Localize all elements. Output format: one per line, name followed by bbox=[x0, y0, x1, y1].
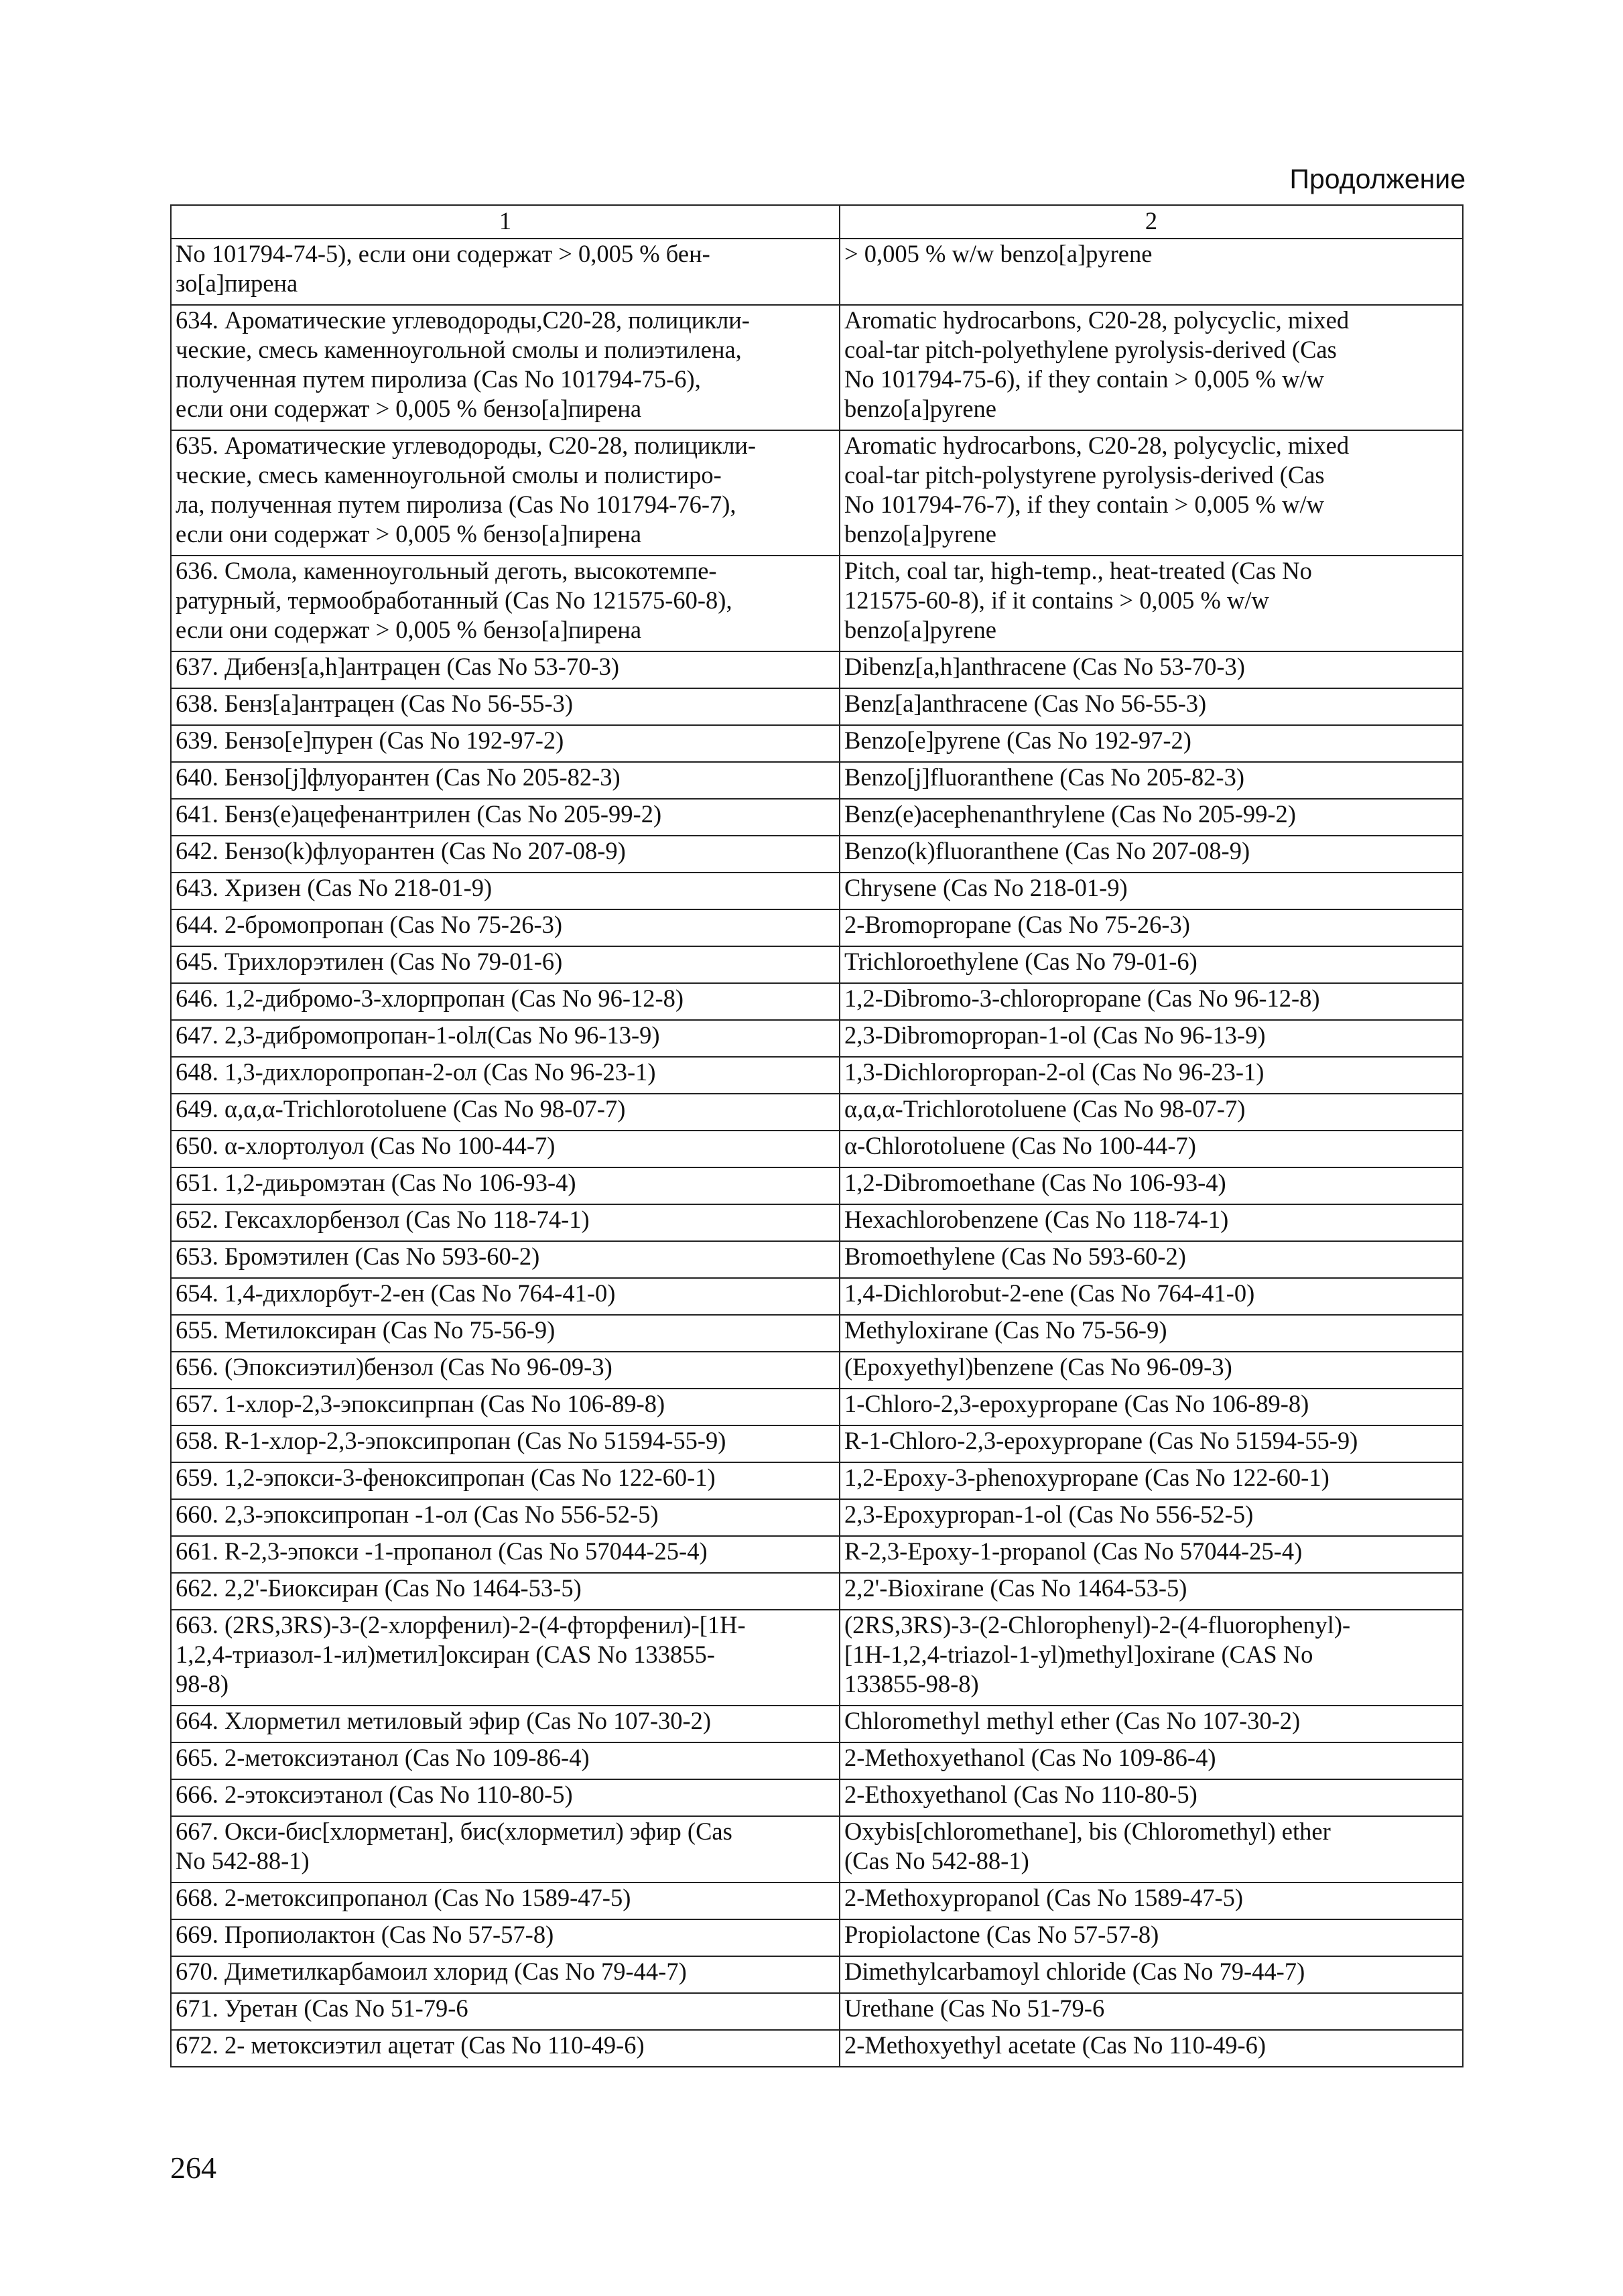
cell-english: 2-Bromopropane (Cas No 75-26-3) bbox=[840, 909, 1463, 946]
table-row bbox=[171, 688, 1463, 725]
cell-russian: 670. Диметилкарбамоил хлорид (Cas No 79-44-7) bbox=[171, 1956, 840, 1993]
table-row bbox=[171, 909, 1463, 946]
cell-russian: 658. R-1-хлор-2,3-эпоксипропан (Cas No 51594-55-9) bbox=[171, 1425, 840, 1462]
cell-russian: 647. 2,3-дибромопропан-1-olл(Cas No 96-13-9) bbox=[171, 1020, 840, 1057]
table-row bbox=[171, 1536, 1463, 1573]
cell-russian: 651. 1,2-диьромэтан (Cas No 106-93-4) bbox=[171, 1167, 840, 1204]
cell-english: Aromatic hydrocarbons, C20-28, polycyclic, mixed coal-tar pitch-polystyrene pyrolysis-derived (Cas No 101794-76-7), if they contain > 0,005 % w/w benzo[a]pyrene bbox=[840, 430, 1463, 556]
cell-english: 1,3-Dichloropropan-2-ol (Cas No 96-23-1) bbox=[840, 1057, 1463, 1094]
table-row bbox=[171, 239, 1463, 305]
table-row bbox=[171, 1816, 1463, 1883]
table-row bbox=[171, 2030, 1463, 2067]
cell-english: 1,2-Epoxy-3-phenoxypropane (Cas No 122-60-1) bbox=[840, 1462, 1463, 1499]
cell-russian: 648. 1,3-дихлоропропан-2-ол (Cas No 96-23-1) bbox=[171, 1057, 840, 1094]
table-row bbox=[171, 1919, 1463, 1956]
cell-english: Dibenz[a,h]anthracene (Cas No 53-70-3) bbox=[840, 651, 1463, 688]
cell-russian: 666. 2-этоксиэтанол (Cas No 110-80-5) bbox=[171, 1779, 840, 1816]
cell-english: 2-Ethoxyethanol (Cas No 110-80-5) bbox=[840, 1779, 1463, 1816]
table-row bbox=[171, 1020, 1463, 1057]
table-row bbox=[171, 1241, 1463, 1278]
cell-russian: 641. Бенз(e)ацефенантрилен (Cas No 205-99-2) bbox=[171, 799, 840, 836]
cell-english: Urethane (Cas No 51-79-6 bbox=[840, 1993, 1463, 2030]
cell-russian: 665. 2-метоксиэтанол (Cas No 109-86-4) bbox=[171, 1742, 840, 1779]
cell-russian: 660. 2,3-эпоксипропан -1-ол (Cas No 556-52-5) bbox=[171, 1499, 840, 1536]
cell-english: Benz[a]anthracene (Cas No 56-55-3) bbox=[840, 688, 1463, 725]
cell-english: 2,3-Epoxypropan-1-ol (Cas No 556-52-5) bbox=[840, 1499, 1463, 1536]
cell-english: Methyloxirane (Cas No 75-56-9) bbox=[840, 1315, 1463, 1352]
cell-english: Propiolactone (Cas No 57-57-8) bbox=[840, 1919, 1463, 1956]
cell-english: R-1-Chloro-2,3-epoxypropane (Cas No 51594-55-9) bbox=[840, 1425, 1463, 1462]
page-number: 264 bbox=[170, 2151, 216, 2185]
cell-russian: 671. Уретан (Cas No 51-79-6 bbox=[171, 1993, 840, 2030]
cell-english: Bromoethylene (Cas No 593-60-2) bbox=[840, 1241, 1463, 1278]
cell-russian: 655. Метилоксиран (Cas No 75-56-9) bbox=[171, 1315, 840, 1352]
table-row bbox=[171, 1131, 1463, 1167]
table-row bbox=[171, 725, 1463, 762]
cell-english: Pitch, coal tar, high-temp., heat-treated (Cas No 121575-60-8), if it contains > 0,005 % w/w benzo[a]pyrene bbox=[840, 556, 1463, 651]
cell-english: (2RS,3RS)-3-(2-Chlorophenyl)-2-(4-fluorophenyl)- [1H-1,2,4-triazol-1-yl)methyl]oxirane (CAS No 133855-98-8) bbox=[840, 1610, 1463, 1706]
cell-english: Benzo(k)fluoranthene (Cas No 207-08-9) bbox=[840, 836, 1463, 873]
table-row bbox=[171, 873, 1463, 909]
cell-english: 1,2-Dibromoethane (Cas No 106-93-4) bbox=[840, 1167, 1463, 1204]
cell-russian: 667. Окси-бис[хлорметан], бис(хлорметил) эфир (Cas No 542-88-1) bbox=[171, 1816, 840, 1883]
table-row bbox=[171, 799, 1463, 836]
table-row bbox=[171, 836, 1463, 873]
table-row bbox=[171, 1315, 1463, 1352]
table-row bbox=[171, 762, 1463, 799]
cell-english: Chrysene (Cas No 218-01-9) bbox=[840, 873, 1463, 909]
column-header-2: 2 bbox=[840, 205, 1463, 239]
table-row bbox=[171, 651, 1463, 688]
cell-russian: 669. Пропиолактон (Cas No 57-57-8) bbox=[171, 1919, 840, 1956]
table-row bbox=[171, 556, 1463, 651]
cell-english: Dimethylcarbamoyl chloride (Cas No 79-44-7) bbox=[840, 1956, 1463, 1993]
cell-english: 1,2-Dibromo-3-chloropropane (Cas No 96-12-8) bbox=[840, 983, 1463, 1020]
cell-english: α,α,α-Trichlorotoluene (Cas No 98-07-7) bbox=[840, 1094, 1463, 1131]
cell-english: 2,2'-Bioxirane (Cas No 1464-53-5) bbox=[840, 1573, 1463, 1610]
cell-russian: No 101794-74-5), если они содержат > 0,005 % бен- зо[а]пирена bbox=[171, 239, 840, 305]
table-row bbox=[171, 1352, 1463, 1389]
table-row bbox=[171, 305, 1463, 430]
table-row bbox=[171, 1389, 1463, 1425]
cell-russian: 634. Ароматические углеводороды,C20-28, полицикли- ческие, смесь каменноугольной смолы и полиэтилена, полученная путем пиролиза (Cas No 101794-75-6), если они содержат > 0,005 % бензо[а]пирена bbox=[171, 305, 840, 430]
cell-russian: 645. Трихлорэтилен (Cas No 79-01-6) bbox=[171, 946, 840, 983]
substances-table bbox=[170, 204, 1464, 2067]
table-row bbox=[171, 1610, 1463, 1706]
cell-russian: 638. Бенз[a]антрацен (Cas No 56-55-3) bbox=[171, 688, 840, 725]
table-row bbox=[171, 1573, 1463, 1610]
cell-russian: 643. Хризен (Cas No 218-01-9) bbox=[171, 873, 840, 909]
cell-english: α-Chlorotoluene (Cas No 100-44-7) bbox=[840, 1131, 1463, 1167]
table-row bbox=[171, 1742, 1463, 1779]
table-row bbox=[171, 430, 1463, 556]
cell-english: 2-Methoxyethyl acetate (Cas No 110-49-6) bbox=[840, 2030, 1463, 2067]
cell-english: Chloromethyl methyl ether (Cas No 107-30-2) bbox=[840, 1706, 1463, 1742]
table-row bbox=[171, 1094, 1463, 1131]
cell-english: Aromatic hydrocarbons, C20-28, polycyclic, mixed coal-tar pitch-polyethylene pyrolysis-derived (Cas No 101794-75-6), if they contain > 0,005 % w/w benzo[a]pyrene bbox=[840, 305, 1463, 430]
table-row bbox=[171, 1057, 1463, 1094]
cell-english: R-2,3-Epoxy-1-propanol (Cas No 57044-25-4) bbox=[840, 1536, 1463, 1573]
cell-english: Benzo[j]fluoranthene (Cas No 205-82-3) bbox=[840, 762, 1463, 799]
cell-english: Hexachlorobenzene (Cas No 118-74-1) bbox=[840, 1204, 1463, 1241]
cell-russian: 654. 1,4-дихлорбут-2-ен (Cas No 764-41-0) bbox=[171, 1278, 840, 1315]
cell-russian: 642. Бензо(k)флуорантен (Cas No 207-08-9) bbox=[171, 836, 840, 873]
table-row bbox=[171, 946, 1463, 983]
cell-russian: 663. (2RS,3RS)-3-(2-хлорфенил)-2-(4-фторфенил)-[1H- 1,2,4-триазол-1-ил)метил]оксиран (CAS No 133855- 98-8) bbox=[171, 1610, 840, 1706]
cell-russian: 659. 1,2-эпокси-3-феноксипропан (Cas No 122-60-1) bbox=[171, 1462, 840, 1499]
cell-english: 2,3-Dibromopropan-1-ol (Cas No 96-13-9) bbox=[840, 1020, 1463, 1057]
continuation-label: Продолжение bbox=[1289, 164, 1466, 194]
cell-russian: 636. Смола, каменноугольный деготь, высокотемпе- ратурный, термообработанный (Cas No 121575-60-8), если они содержат > 0,005 % бензо[а]пирена bbox=[171, 556, 840, 651]
table-row bbox=[171, 1883, 1463, 1919]
cell-english: > 0,005 % w/w benzo[a]pyrene bbox=[840, 239, 1463, 305]
table-row bbox=[171, 1167, 1463, 1204]
cell-russian: 639. Бензо[e]пурен (Cas No 192-97-2) bbox=[171, 725, 840, 762]
cell-russian: 644. 2-бромопропан (Cas No 75-26-3) bbox=[171, 909, 840, 946]
cell-russian: 672. 2- метоксиэтил ацетат (Cas No 110-49-6) bbox=[171, 2030, 840, 2067]
cell-russian: 668. 2-метоксипропанол (Cas No 1589-47-5) bbox=[171, 1883, 840, 1919]
table-row bbox=[171, 983, 1463, 1020]
cell-english: (Epoxyethyl)benzene (Cas No 96-09-3) bbox=[840, 1352, 1463, 1389]
cell-russian: 649. α,α,α-Trichlorotoluene (Cas No 98-07-7) bbox=[171, 1094, 840, 1131]
cell-english: 1,4-Dichlorobut-2-ene (Cas No 764-41-0) bbox=[840, 1278, 1463, 1315]
cell-english: Benz(e)acephenanthrylene (Cas No 205-99-2) bbox=[840, 799, 1463, 836]
table-row bbox=[171, 1706, 1463, 1742]
table-row bbox=[171, 1278, 1463, 1315]
cell-russian: 650. α-хлортолуол (Cas No 100-44-7) bbox=[171, 1131, 840, 1167]
table-row bbox=[171, 1779, 1463, 1816]
table-row bbox=[171, 1462, 1463, 1499]
cell-russian: 662. 2,2'-Биоксиран (Cas No 1464-53-5) bbox=[171, 1573, 840, 1610]
table-row bbox=[171, 1956, 1463, 1993]
cell-russian: 640. Бензо[j]флуорантен (Cas No 205-82-3) bbox=[171, 762, 840, 799]
cell-russian: 657. 1-хлор-2,3-эпоксипрпан (Cas No 106-89-8) bbox=[171, 1389, 840, 1425]
cell-russian: 637. Дибенз[a,h]антрацен (Cas No 53-70-3) bbox=[171, 651, 840, 688]
cell-english: Benzo[e]pyrene (Cas No 192-97-2) bbox=[840, 725, 1463, 762]
cell-russian: 664. Хлорметил метиловый эфир (Cas No 107-30-2) bbox=[171, 1706, 840, 1742]
table-row bbox=[171, 1425, 1463, 1462]
column-header-1: 1 bbox=[171, 205, 840, 239]
cell-russian: 661. R-2,3-эпокси -1-пропанол (Cas No 57044-25-4) bbox=[171, 1536, 840, 1573]
cell-english: 2-Methoxypropanol (Cas No 1589-47-5) bbox=[840, 1883, 1463, 1919]
cell-english: 2-Methoxyethanol (Cas No 109-86-4) bbox=[840, 1742, 1463, 1779]
cell-russian: 653. Бромэтилен (Cas No 593-60-2) bbox=[171, 1241, 840, 1278]
cell-russian: 646. 1,2-дибромо-3-хлорпропан (Cas No 96-12-8) bbox=[171, 983, 840, 1020]
cell-russian: 656. (Эпоксиэтил)бензол (Cas No 96-09-3) bbox=[171, 1352, 840, 1389]
table-row bbox=[171, 1499, 1463, 1536]
cell-english: Oxybis[chloromethane], bis (Chloromethyl) ether (Cas No 542-88-1) bbox=[840, 1816, 1463, 1883]
cell-russian: 635. Ароматические углеводороды, C20-28, полицикли- ческие, смесь каменноугольной смолы и полистиро- ла, полученная путем пиролиза (Cas No 101794-76-7), если они содержат > 0,005 % бензо[а]пирена bbox=[171, 430, 840, 556]
table-row bbox=[171, 1993, 1463, 2030]
cell-english: 1-Chloro-2,3-epoxypropane (Cas No 106-89-8) bbox=[840, 1389, 1463, 1425]
table-row bbox=[171, 1204, 1463, 1241]
cell-english: Trichloroethylene (Cas No 79-01-6) bbox=[840, 946, 1463, 983]
table-header-row bbox=[171, 205, 1463, 239]
cell-russian: 652. Гексахлорбензол (Cas No 118-74-1) bbox=[171, 1204, 840, 1241]
table-body bbox=[171, 239, 1463, 2067]
